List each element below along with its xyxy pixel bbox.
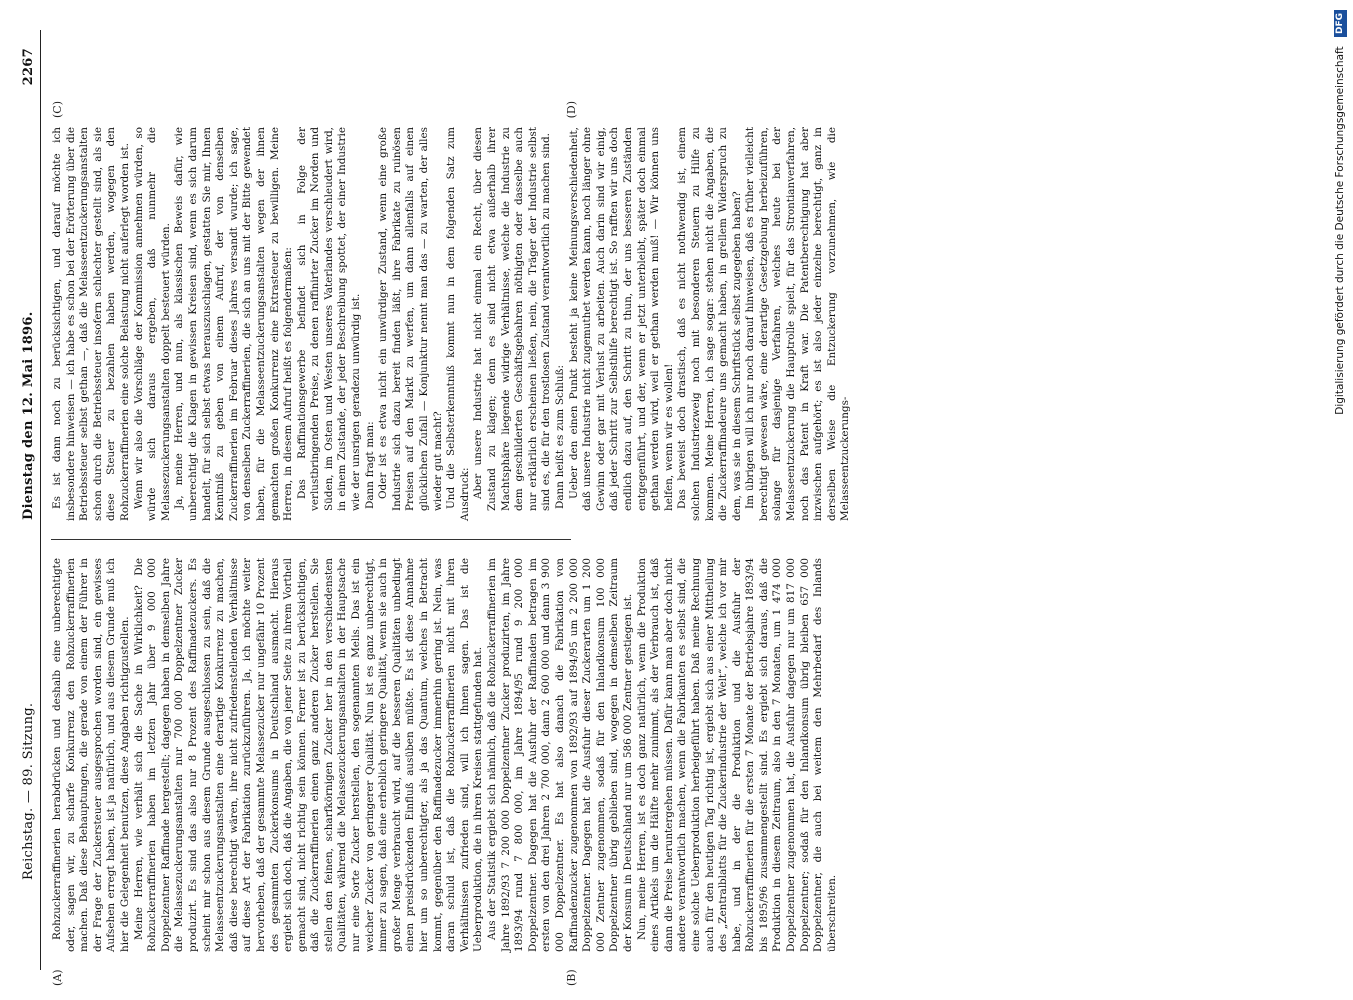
quoted-paragraph: Oder ist es etwa nicht ein unwürdiger Zustand, wenn eine große Industrie sich dazu bereit finden läßt, ihre Fabrikate zu ruinösen Preisen auf den Markt zu werfen, um dann allenfalls auf einen glücklichen Zufall — Konjunktur nennt man das — zu warten, der alles wieder gut macht? [377,127,444,511]
paragraph: Nun, meine Herren, ist es doch ganz natürlich, wenn die Produktion eines Artikels um die Hälfte mehr zunimmt, als der Verbrauch ist, daß dann die Preise heruntergehen müssen. Dafür kann man aber doch nicht andere verantwortlich machen, wenn die Fabrikanten es selbst sind, die eine solche Ueberproduktion herbeigeführt haben. Daß meine Rechnung auch für den heutigen Tag richtig ist, ergiebt sich aus einer Mittheilung des „Zentralblatts für die Zuckerindustrie der Welt“, welche ich vor mir habe, und in der die Produktion und die Ausfuhr der Rohzuckerraffinerien für die ersten 7 Monate der Betriebsjahre 1893/94 bis 1895/96 zusammengestellt sind. Es ergiebt sich daraus, daß die Produktion in diesem Zeitraum, also in den 7 Monaten, um 1 474 000 Doppelzentner zugenommen hat, die Ausfuhr dagegen nur um 817 000 Doppelzentner; sodaß für den Inlandkonsum übrig bleiben 657 000 Doppelzentner, die auch bei weitem den Mehrbedarf des Inlands überschreiten. [635,558,838,952]
header-session: Reichstag. — 89. Sitzung. [21,702,36,880]
margin-marker-a: (A) [51,969,64,986]
page-number: 2267 [21,48,36,86]
margin-marker-d: (D) [565,101,578,119]
dfg-logo: DFG [1334,10,1347,37]
paragraph: Im übrigen will ich nur noch darauf hinweisen, daß es früher vielleicht berechtigt gewesen wäre, eine derartige Gesetzgebung herbeizuführen, solange für dasjenige Verfahren, welches heute bei der Melasseentzuckerung die Hauptrolle spielt, für das Strontianverfahren, noch das Patent in Kraft war. Die Patentberechtigung hat aber inzwischen aufgehört; es ist also jeder einzelne berechtigt, ganz in derselben Weise die Entzuckerung vorzunehmen, wie die Melasseentzuckerungs- [744,127,852,521]
paragraph: Und die Selbsterkenntniß kommt nun in dem folgenden Satz zum Ausdruck: [445,127,471,521]
text-columns [51,30,1061,986]
paragraph: Das beweist doch drastisch, daß es nicht nothwendig ist, einem solchen Industriezweig noch mit besonderen Steuern zu Hilfe zu kommen. Meine Herren, ich sage sogar: stehen nicht die Angaben, die die Zuckerraffinadeure uns gemacht haben, in grellem Widerspruch zu dem, was sie in diesem Schriftstück selbst zugegeben haben? [676,127,743,521]
header-date: Dienstag den 12. Mai 1896. [21,311,36,520]
paragraph: Aus der Statistik ergiebt sich nämlich, daß die Rohzuckerraffinerien im Jahre 1892/93 7 200 000 Doppelzentner Zucker produzirten, im Jahre 1893/94 rund 7 800 000, im Jahre 1894/95 rund 9 200 000 Doppelzentner. Dagegen hat die Ausfuhr der Raffinaden betragen im ersten von den drei Jahren 2 700 000, dann 2 600 000 und dann 3 900 000 Doppelzentner. Es hat also danach die Fabrikation von Raffinadenzucker zugenommen von 1892/93 auf 1894/95 um 2 200 000 Doppelzentner. Dagegen hat die Ausfuhr dieser Zuckerarten um 1 200 000 Zentner zugenommen, sodaß für den Inlandkonsum 100 000 Doppelzentner übrig geblieben sind, wogegen in demselben Zeitraum der Konsum in Deutschland nur um 586 000 Zentner gestiegen ist. [486,558,634,952]
digitization-note [1327,0,1349,1000]
margin-marker-c: (C) [51,101,64,118]
left-column [51,540,1061,986]
quoted-paragraph: Das Raffinationsgewerbe befindet sich in Folge der verlustbringenden Preise, zu denen raffinirter Zucker im Norden und Süden, im Osten und Westen unseres Vaterlandes verschleudert wird, in einem Zustande, der jeder Beschreibung spottet, der einer Industrie wie der unsrigen geradezu unwürdig ist. [295,127,363,511]
paragraph: Ja, meine Herren, und nun, als klassischen Beweis dafür, wie unberechtigt die Klagen in gewissen Kreisen sind, wenn es sich darum handelt, für sich selbst etwas herauszuschlagen, gestatten Sie mir, Ihnen Kenntniß zu geben von einem Aufruf, der von denselben Zuckerraffinerien im Februar dieses Jahres versandt wurde; ich sage, von denselben Zuckerraffinerien, die sich an uns mit der Bitte gewendet haben, für die Melasseentzuckerungsanstalten wegen der ihnen gemachten großen Konkurrenz eine Extrasteuer zu bewilligen. Meine Herren, in diesem Aufruf heißt es folgendermaßen: [173,127,295,521]
quoted-paragraph: Aber unsere Industrie hat nicht einmal ein Recht, über diesen Zustand zu klagen; denn es sind nicht etwa außerhalb ihrer Machtsphäre liegende widrige Verhältnisse, welche die Industrie zu dem geschilderten Geschäftsgebahren nöthigten oder dasselbe auch nur erklärlich erscheinen ließen, nein, die Träger der Industrie selbst sind es, die für den trostlosen Zustand verantwortlich zu machen sind. [472,127,553,511]
right-column [51,101,1061,539]
digitization-text: Digitalisierung gefördert durch die Deutsche Forschungsgemeinschaft [1334,46,1346,415]
paragraph: Wenn wir also die Vorschläge der Kommission annehmen würden, so würde sich daraus ergeben, daß nunmehr die Melassezuckerungsanstalten doppelt besteuert würden. [132,127,172,521]
paragraph: Dann fragt man: [363,421,376,509]
paragraph: Dann heißt es zum Schluß: [553,365,566,509]
running-head [14,30,41,970]
quoted-paragraph: Ueber den einen Punkt besteht ja keine Meinungsverschiedenheit, daß unsere Industrie nicht zugemuthet werden kann, noch länger ohne Gewinn oder gar mit Verlust zu arbeiten. Auch darin sind wir einig, daß jeder Schritt zur Selbsthilfe berechtigt ist. So rafften wir uns doch endlich dazu auf, den Schritt zu thun, der uns besseren Zuständen entgegenführt, und der, wenn er jetzt unterbleibt, später doch einmal gethan werden wird, weil er gethan werden muß! — Wir können uns helfen, wenn wir es wollen! [567,127,675,511]
paragraph: Meine Herren, wie verhält sich die Sache in Wirklichkeit? Die Rohzuckerraffinerien haben im letzten Jahr über 9 000 000 Doppelzentner Raffinade hergestellt; dagegen haben in demselben Jahre die Melassezuckerungsanstalten nur 700 000 Doppelzentner Zucker produzirt. Es sind das also nur 8 Prozent des Raffinadezuckers. Es scheint mir schon aus diesem Grunde ausgeschlossen zu sein, daß die Melasseentzuckerungsanstalten eine derartige Konkurrenz zu machen, daß diese berechtigt wären, ihre nicht zufriedenstellenden Verhältnisse auf diese Art der Fabrikation zurückzuführen. Ja, ich möchte weiter hervorheben, daß der gesammte Melassezucker nur ungefähr 10 Prozent des gesammten Zuckerkonsums in Deutschland ausmacht. Hieraus ergiebt sich doch, daß die Angaben, die von jener Seite zu ihrem Vortheil gemacht sind, nicht richtig sein können. Ferner ist zu berücksichtigen, daß die Zuckerraffinerien einen ganz anderen Zucker herstellen. Sie stellen den feinen, scharfkörnigen Zucker her in den verschiedensten Qualitäten, während die Melassezuckerungsanstalten in der Hauptsache nur eine Sorte Zucker herstellen, den sogenannten Melis. Das ist ein weicher Zucker von geringerer Qualität. Nun ist es ganz unberechtigt, immer zu sagen, daß eine erheblich geringere Qualität, wenn sie auch in großer Menge verbraucht wird, auf die besseren Qualitäten unbedingt einen preisdrückenden Einfluß ausüben müßte. Es ist diese Annahme hier um so unberechtigter, als ja das Quantum, welches in Betracht kommt, gegenüber den Raffinadezucker immerhin gering ist. Nein, was daran schuld ist, daß die Rohzuckerraffinerien nicht mit ihren Verhältnissen zufrieden sind, will ich Ihnen sagen. Das ist die Ueberproduktion, die in ihren Kreisen stattgefunden hat. [132,558,485,952]
paragraph: Rohzuckerraffinerien herabdrücken und deshalb eine unberechtigte oder, sagen wir, zu scharfe Konkurrenz den Rohzuckerraffinerien machen. Daß diese Behauptungen, die gerade von einem der Führer in der Frage der Zuckersteuer ausgesprochen worden sind, ein gewisses Aufsehen erregt haben, ist ja natürlich, und aus diesem Grunde muß ich hier die Gelegenheit benutzen, diese Angaben richtigzustellen. [51,558,131,952]
margin-marker-b: (B) [565,969,578,986]
paragraph: Es ist dann noch zu berücksichtigen, und darauf möchte ich insbesondere hinweisen — ich habe es schon bei der Erörterung über die Betriebssteuer selbst gethan —, daß die Melasseentzuckerungsanstalten schon durch die Betriebssteuer insofern schlechter gestellt sind, als sie diese Steuer zu bezahlen haben werden, wogegen den Rohzuckerraffinerien eine solche Belastung nicht auferlegt worden ist. [51,127,131,521]
